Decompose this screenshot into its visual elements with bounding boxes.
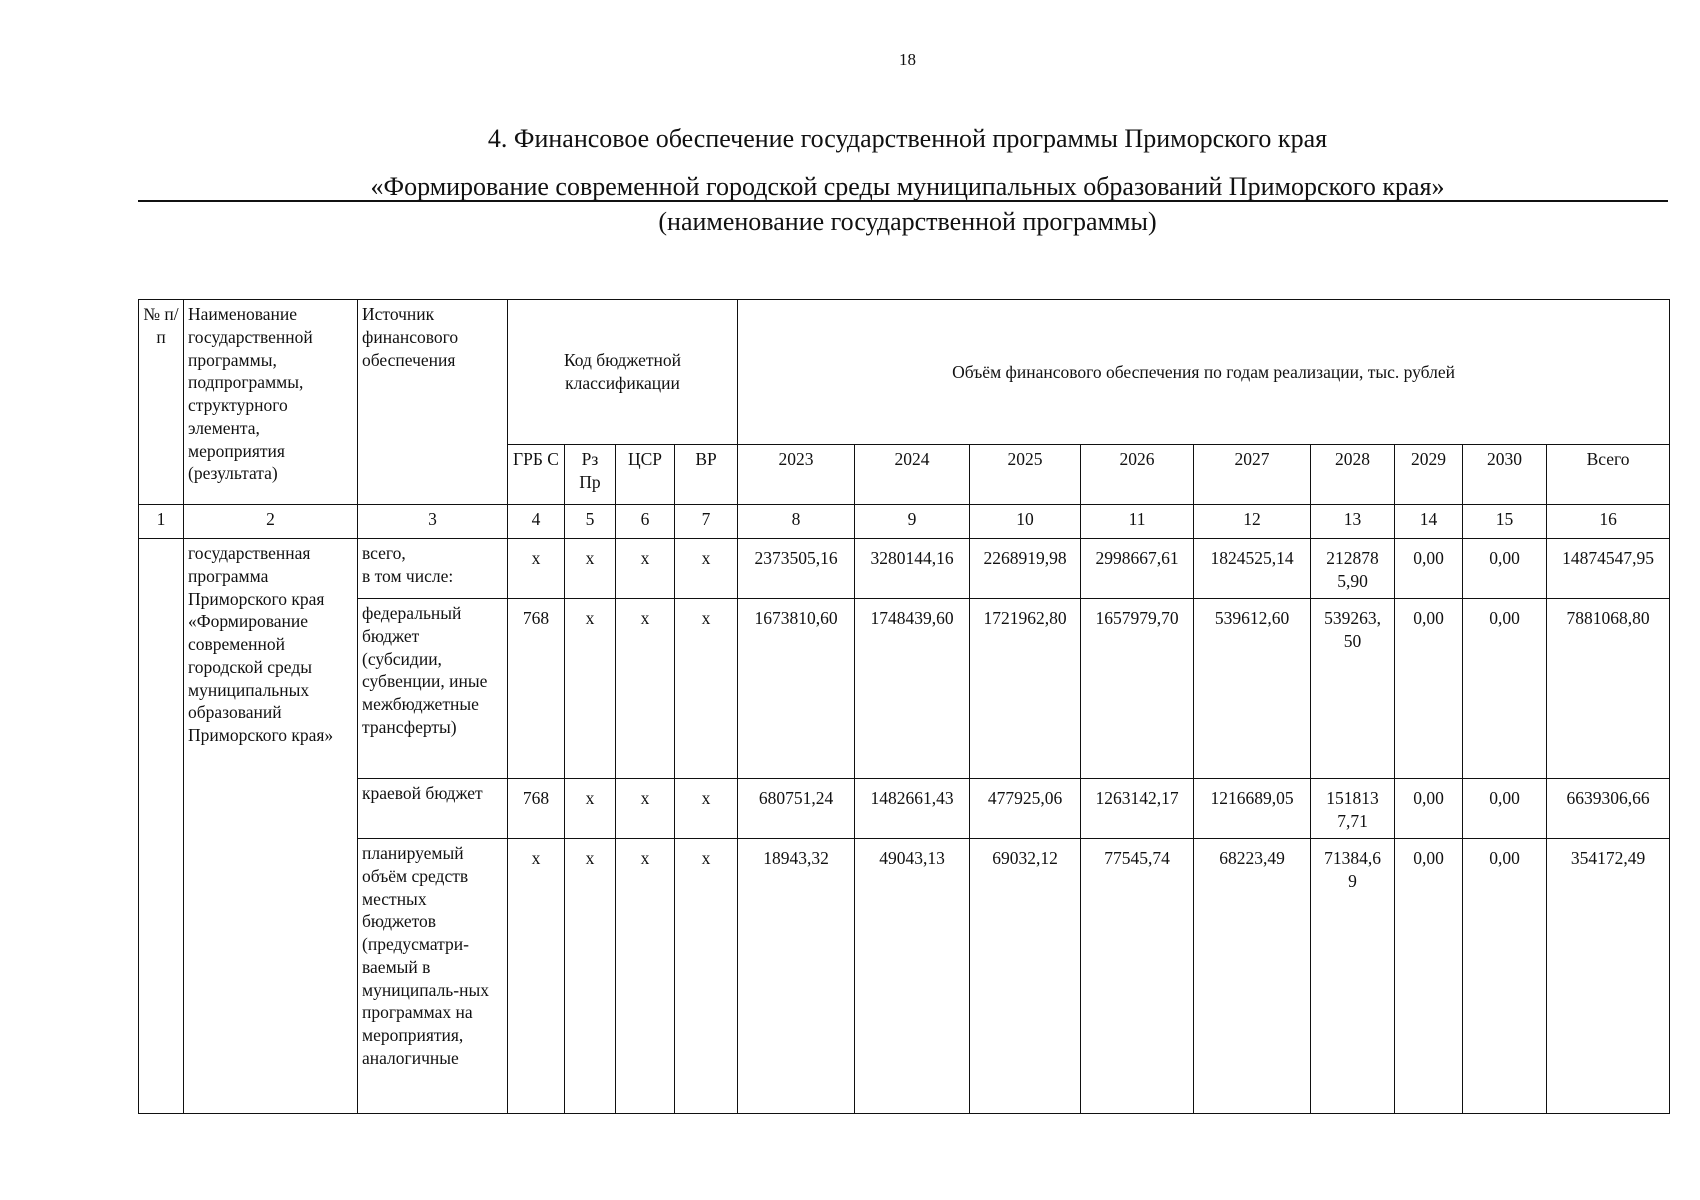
value-cell: 1824525,14 xyxy=(1194,539,1311,599)
header-year: 2028 xyxy=(1311,445,1395,505)
header-year: 2023 xyxy=(738,445,855,505)
value-cell: 2268919,98 xyxy=(970,539,1081,599)
header-year: 2025 xyxy=(970,445,1081,505)
value-cell: 0,00 xyxy=(1395,539,1463,599)
rzpr-cell: х xyxy=(565,599,616,779)
csr-cell: х xyxy=(616,779,675,839)
value-cell: 14874547,95 xyxy=(1547,539,1670,599)
header-rzpr: Рз Пр xyxy=(565,445,616,505)
value-cell: 18943,32 xyxy=(738,839,855,1114)
column-number: 9 xyxy=(855,505,970,539)
grbs-cell: 768 xyxy=(508,779,565,839)
value-cell: 0,00 xyxy=(1463,779,1547,839)
value-cell: 477925,06 xyxy=(970,779,1081,839)
financing-table xyxy=(138,299,1670,1114)
column-number: 15 xyxy=(1463,505,1547,539)
table-row-federal xyxy=(139,599,1670,779)
header-vr: ВР xyxy=(675,445,738,505)
value-cell: 680751,24 xyxy=(738,779,855,839)
grbs-cell: х xyxy=(508,539,565,599)
value-cell: 0,00 xyxy=(1463,599,1547,779)
program-name-cell: государственная программа Приморского края «Формирование современной городской среды муниципальных образований Приморского края» xyxy=(184,539,358,1114)
column-number: 4 xyxy=(508,505,565,539)
grbs-cell: 768 xyxy=(508,599,565,779)
column-number: 14 xyxy=(1395,505,1463,539)
value-cell: 0,00 xyxy=(1395,599,1463,779)
column-number: 8 xyxy=(738,505,855,539)
value-cell: 1263142,17 xyxy=(1081,779,1194,839)
header-row-1 xyxy=(139,300,1670,445)
vr-cell: х xyxy=(675,779,738,839)
grbs-cell: х xyxy=(508,839,565,1114)
value-cell: 539263, 50 xyxy=(1311,599,1395,779)
source-cell: всего, в том числе: xyxy=(358,539,508,599)
title-underline xyxy=(138,200,1668,202)
column-number: 2 xyxy=(184,505,358,539)
program-title: «Формирование современной городской среды муниципальных образований Приморского края» xyxy=(370,172,1445,201)
page-number: 18 xyxy=(899,50,916,69)
column-number: 13 xyxy=(1311,505,1395,539)
column-number: 10 xyxy=(970,505,1081,539)
header-num: № п/п xyxy=(139,300,184,505)
table-row-total xyxy=(139,539,1670,599)
vr-cell: х xyxy=(675,599,738,779)
value-cell: 0,00 xyxy=(1395,779,1463,839)
header-year: 2026 xyxy=(1081,445,1194,505)
value-cell: 151813 7,71 xyxy=(1311,779,1395,839)
value-cell: 7881068,80 xyxy=(1547,599,1670,779)
rzpr-cell: х xyxy=(565,839,616,1114)
value-cell: 69032,12 xyxy=(970,839,1081,1114)
column-numbers-row xyxy=(139,505,1670,539)
header-source: Источник финансового обеспечения xyxy=(358,300,508,505)
program-title-caption: (наименование государственной программы) xyxy=(658,207,1157,236)
column-number: 11 xyxy=(1081,505,1194,539)
value-cell: 1657979,70 xyxy=(1081,599,1194,779)
csr-cell: х xyxy=(616,599,675,779)
column-number: 6 xyxy=(616,505,675,539)
column-number: 7 xyxy=(675,505,738,539)
header-year: 2027 xyxy=(1194,445,1311,505)
header-total: Всего xyxy=(1547,445,1670,505)
row-number-cell xyxy=(139,539,184,1114)
header-kbk: Код бюджетной классификации xyxy=(508,300,738,445)
column-number: 16 xyxy=(1547,505,1670,539)
header-csr: ЦСР xyxy=(616,445,675,505)
source-cell: планируемый объём средств местных бюджетов (предусматри-ваемый в муниципаль-ных программах на мероприятия, аналогичные xyxy=(358,839,508,1114)
value-cell: 49043,13 xyxy=(855,839,970,1114)
document-title: 4. Финансовое обеспечение государственной программы Приморского края xyxy=(487,124,1328,153)
value-cell: 0,00 xyxy=(1463,539,1547,599)
value-cell: 1748439,60 xyxy=(855,599,970,779)
value-cell: 1721962,80 xyxy=(970,599,1081,779)
value-cell: 3280144,16 xyxy=(855,539,970,599)
value-cell: 1482661,43 xyxy=(855,779,970,839)
value-cell: 6639306,66 xyxy=(1547,779,1670,839)
value-cell: 2373505,16 xyxy=(738,539,855,599)
value-cell: 2998667,61 xyxy=(1081,539,1194,599)
header-volume: Объём финансового обеспечения по годам реализации, тыс. рублей xyxy=(738,300,1670,445)
header-grbs: ГРБ С xyxy=(508,445,565,505)
value-cell: 0,00 xyxy=(1463,839,1547,1114)
csr-cell: х xyxy=(616,539,675,599)
table-row-regional xyxy=(139,779,1670,839)
column-number: 5 xyxy=(565,505,616,539)
value-cell: 71384,6 9 xyxy=(1311,839,1395,1114)
value-cell: 1216689,05 xyxy=(1194,779,1311,839)
header-name: Наименование государственной программы, подпрограммы, структурного элемента, мероприятия (результата) xyxy=(184,300,358,505)
source-cell: краевой бюджет xyxy=(358,779,508,839)
column-number: 3 xyxy=(358,505,508,539)
rzpr-cell: х xyxy=(565,539,616,599)
value-cell: 539612,60 xyxy=(1194,599,1311,779)
table-row-local xyxy=(139,839,1670,1114)
header-year: 2024 xyxy=(855,445,970,505)
value-cell: 68223,49 xyxy=(1194,839,1311,1114)
value-cell: 77545,74 xyxy=(1081,839,1194,1114)
vr-cell: х xyxy=(675,839,738,1114)
value-cell: 1673810,60 xyxy=(738,599,855,779)
csr-cell: х xyxy=(616,839,675,1114)
vr-cell: х xyxy=(675,539,738,599)
rzpr-cell: х xyxy=(565,779,616,839)
header-year: 2029 xyxy=(1395,445,1463,505)
column-number: 1 xyxy=(139,505,184,539)
header-year: 2030 xyxy=(1463,445,1547,505)
value-cell: 0,00 xyxy=(1395,839,1463,1114)
column-number: 12 xyxy=(1194,505,1311,539)
source-cell: федеральный бюджет (субсидии, субвенции, иные межбюджетные трансферты) xyxy=(358,599,508,779)
value-cell: 212878 5,90 xyxy=(1311,539,1395,599)
value-cell: 354172,49 xyxy=(1547,839,1670,1114)
